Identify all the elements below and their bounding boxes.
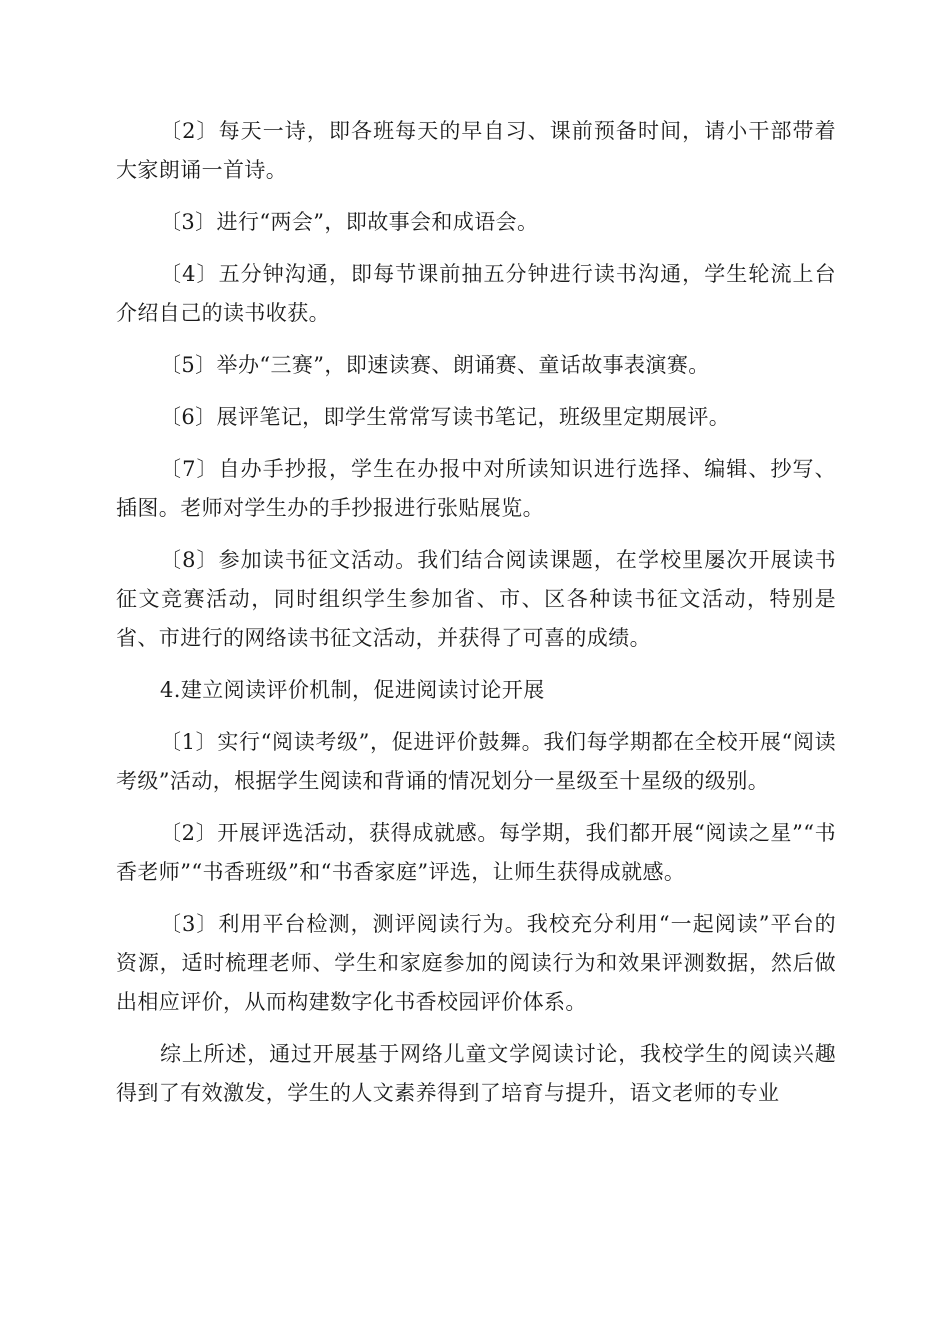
paragraph-summary: 综上所述，通过开展基于网络儿童文学阅读讨论，我校学生的阅读兴趣得到了有效激发，学生的人文素养得到了培育与提升，语文老师的专业 — [116, 1042, 836, 1105]
paragraph-reading-grading: 〔1〕实行“阅读考级”，促进评价鼓舞。我们每学期都在全校开展“阅读考级”活动，根据学生阅读和背诵的情况划分一星级至十星级的级别。 — [116, 730, 836, 793]
section-heading-evaluation: 4.建立阅读评价机制，促进阅读讨论开展 — [160, 678, 545, 702]
paragraph-five-minute-talk: 〔4〕五分钟沟通，即每节课前抽五分钟进行读书沟通，学生轮流上台介绍自己的读书收获。 — [116, 262, 836, 325]
paragraph-selection-activity: 〔2〕开展评选活动，获得成就感。每学期，我们都开展“阅读之星”“书香老师”“书香班级”和“书香家庭”评选，让师生获得成就感。 — [116, 821, 836, 884]
document-page — [116, 112, 836, 1126]
paragraph-three-contests: 〔5〕举办“三赛”，即速读赛、朗诵赛、童话故事表演赛。 — [160, 353, 710, 377]
paragraph-daily-poem: 〔2〕每天一诗，即各班每天的早自习、课前预备时间，请小干部带着大家朗诵一首诗。 — [116, 119, 836, 182]
paragraph-platform-assessment: 〔3〕利用平台检测，测评阅读行为。我校充分利用“一起阅读”平台的资源，适时梳理老师、学生和家庭参加的阅读行为和效果评测数据，然后做出相应评价，从而构建数字化书香校园评价体系。 — [116, 912, 836, 1014]
paragraph-essay-activity: 〔8〕参加读书征文活动。我们结合阅读课题，在学校里屡次开展读书征文竞赛活动，同时组织学生参加省、市、区各种读书征文活动，特别是省、市进行的网络读书征文活动，并获得了可喜的成绩。 — [116, 548, 836, 650]
paragraph-two-meetings: 〔3〕进行“两会”，即故事会和成语会。 — [160, 210, 539, 234]
paragraph-reading-notes: 〔6〕展评笔记，即学生常常写读书笔记，班级里定期展评。 — [160, 405, 731, 429]
paragraph-handwritten-newspaper: 〔7〕自办手抄报，学生在办报中对所读知识进行选择、编辑、抄写、插图。老师对学生办的手抄报进行张贴展览。 — [116, 457, 836, 520]
